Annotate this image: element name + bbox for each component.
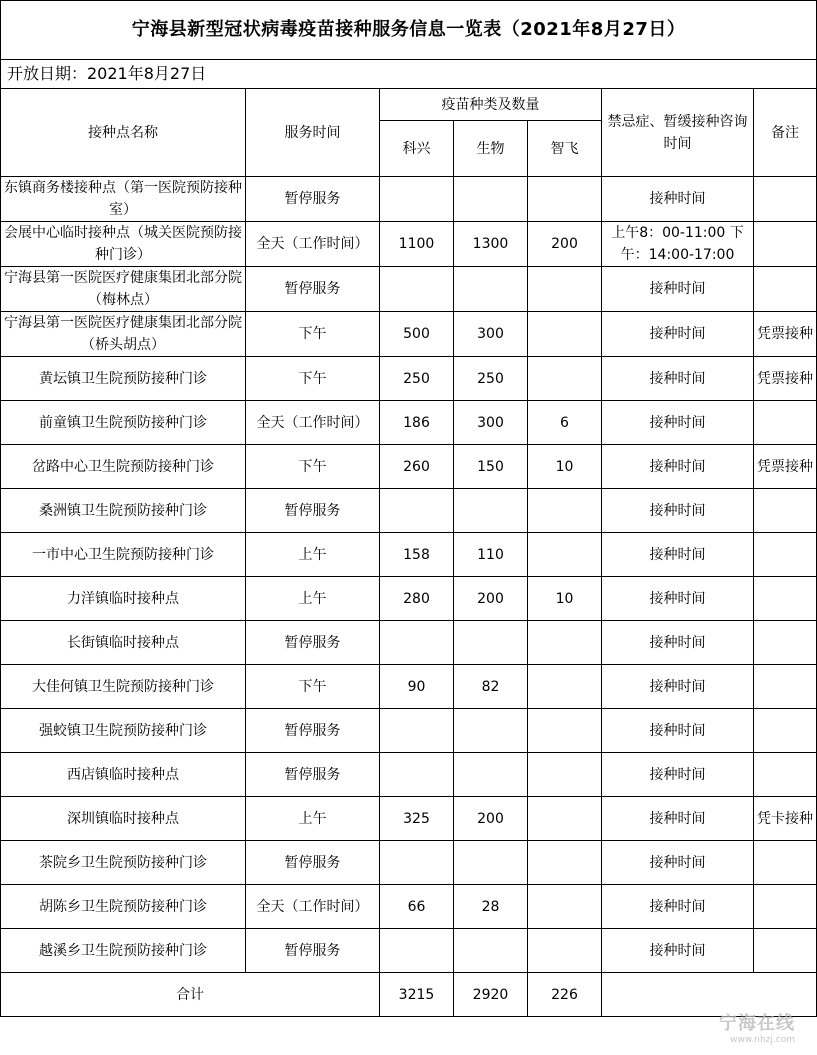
zhifei-count-cell bbox=[528, 312, 602, 357]
consult-time-cell: 接种时间 bbox=[602, 797, 754, 841]
shengwu-count-cell: 150 bbox=[454, 445, 528, 489]
shengwu-count-cell: 110 bbox=[454, 533, 528, 577]
table-row bbox=[1, 312, 817, 357]
kexing-count-cell bbox=[380, 267, 454, 312]
kexing-count-cell: 158 bbox=[380, 533, 454, 577]
remark-cell: 凭票接种 bbox=[754, 357, 817, 401]
shengwu-count-cell bbox=[454, 929, 528, 973]
zhifei-count-cell bbox=[528, 533, 602, 577]
zhifei-count-cell: 200 bbox=[528, 222, 602, 267]
site-name-cell: 胡陈乡卫生院预防接种门诊 bbox=[1, 885, 246, 929]
shengwu-count-cell: 82 bbox=[454, 665, 528, 709]
zhifei-count-cell bbox=[528, 621, 602, 665]
service-time-cell: 上午 bbox=[246, 577, 380, 621]
zhifei-count-cell bbox=[528, 267, 602, 312]
consult-time-cell: 接种时间 bbox=[602, 665, 754, 709]
shengwu-count-cell bbox=[454, 841, 528, 885]
zhifei-count-cell: 10 bbox=[528, 445, 602, 489]
consult-time-cell: 接种时间 bbox=[602, 753, 754, 797]
table-row bbox=[1, 267, 817, 312]
header-remark: 备注 bbox=[754, 89, 817, 177]
zhifei-count-cell: 6 bbox=[528, 401, 602, 445]
shengwu-count-cell bbox=[454, 621, 528, 665]
shengwu-count-cell: 28 bbox=[454, 885, 528, 929]
zhifei-count-cell bbox=[528, 841, 602, 885]
table-row bbox=[1, 177, 817, 222]
consult-time-cell: 上午8：00-11:00 下午：14:00-17:00 bbox=[602, 222, 754, 267]
shengwu-count-cell: 200 bbox=[454, 577, 528, 621]
site-name-cell: 越溪乡卫生院预防接种门诊 bbox=[1, 929, 246, 973]
service-time-cell: 下午 bbox=[246, 357, 380, 401]
table-row bbox=[1, 577, 817, 621]
consult-time-cell: 接种时间 bbox=[602, 177, 754, 222]
header-vaccine-group: 疫苗种类及数量 bbox=[380, 89, 602, 121]
zhifei-count-cell bbox=[528, 357, 602, 401]
kexing-count-cell bbox=[380, 929, 454, 973]
site-name-cell: 一市中心卫生院预防接种门诊 bbox=[1, 533, 246, 577]
site-name-cell: 前童镇卫生院预防接种门诊 bbox=[1, 401, 246, 445]
service-time-cell: 暂停服务 bbox=[246, 841, 380, 885]
consult-time-cell: 接种时间 bbox=[602, 533, 754, 577]
service-time-cell: 下午 bbox=[246, 665, 380, 709]
shengwu-count-cell: 1300 bbox=[454, 222, 528, 267]
kexing-count-cell: 186 bbox=[380, 401, 454, 445]
remark-cell bbox=[754, 929, 817, 973]
remark-cell bbox=[754, 753, 817, 797]
table-row bbox=[1, 753, 817, 797]
service-time-cell: 暂停服务 bbox=[246, 753, 380, 797]
site-name-cell: 东镇商务楼接种点（第一医院预防接种室） bbox=[1, 177, 246, 222]
table-row bbox=[1, 709, 817, 753]
header-zhifei: 智飞 bbox=[528, 121, 602, 177]
kexing-count-cell: 280 bbox=[380, 577, 454, 621]
site-name-cell: 宁海县第一医院医疗健康集团北部分院（梅林点） bbox=[1, 267, 246, 312]
header-service-time: 服务时间 bbox=[246, 89, 380, 177]
table-row bbox=[1, 489, 817, 533]
shengwu-count-cell bbox=[454, 489, 528, 533]
total-label: 合计 bbox=[1, 973, 380, 1017]
site-name-cell: 西店镇临时接种点 bbox=[1, 753, 246, 797]
consult-time-cell: 接种时间 bbox=[602, 267, 754, 312]
total-row bbox=[1, 973, 817, 1017]
shengwu-count-cell: 300 bbox=[454, 401, 528, 445]
kexing-count-cell: 250 bbox=[380, 357, 454, 401]
remark-cell bbox=[754, 222, 817, 267]
header-site-name: 接种点名称 bbox=[1, 89, 246, 177]
site-name-cell: 会展中心临时接种点（城关医院预防接种门诊） bbox=[1, 222, 246, 267]
zhifei-count-cell bbox=[528, 709, 602, 753]
site-name-cell: 宁海县第一医院医疗健康集团北部分院（桥头胡点） bbox=[1, 312, 246, 357]
consult-time-cell: 接种时间 bbox=[602, 312, 754, 357]
service-time-cell: 全天（工作时间） bbox=[246, 885, 380, 929]
remark-cell bbox=[754, 621, 817, 665]
site-name-cell: 岔路中心卫生院预防接种门诊 bbox=[1, 445, 246, 489]
service-time-cell: 下午 bbox=[246, 312, 380, 357]
consult-time-cell: 接种时间 bbox=[602, 709, 754, 753]
zhifei-count-cell bbox=[528, 885, 602, 929]
service-time-cell: 暂停服务 bbox=[246, 929, 380, 973]
consult-time-cell: 接种时间 bbox=[602, 401, 754, 445]
shengwu-count-cell bbox=[454, 753, 528, 797]
table-row bbox=[1, 841, 817, 885]
service-time-cell: 全天（工作时间） bbox=[246, 401, 380, 445]
kexing-count-cell bbox=[380, 489, 454, 533]
consult-time-cell: 接种时间 bbox=[602, 489, 754, 533]
remark-cell bbox=[754, 401, 817, 445]
service-time-cell: 暂停服务 bbox=[246, 709, 380, 753]
zhifei-count-cell bbox=[528, 489, 602, 533]
table-row bbox=[1, 357, 817, 401]
zhifei-count-cell: 10 bbox=[528, 577, 602, 621]
table-row bbox=[1, 401, 817, 445]
remark-cell bbox=[754, 489, 817, 533]
service-time-cell: 下午 bbox=[246, 445, 380, 489]
kexing-count-cell bbox=[380, 841, 454, 885]
consult-time-cell: 接种时间 bbox=[602, 929, 754, 973]
kexing-count-cell bbox=[380, 709, 454, 753]
remark-cell bbox=[754, 577, 817, 621]
site-name-cell: 力洋镇临时接种点 bbox=[1, 577, 246, 621]
service-time-cell: 上午 bbox=[246, 533, 380, 577]
site-name-cell: 黄坛镇卫生院预防接种门诊 bbox=[1, 357, 246, 401]
watermark-main: 宁海在线 bbox=[719, 1013, 795, 1034]
service-time-cell: 暂停服务 bbox=[246, 621, 380, 665]
service-time-cell: 上午 bbox=[246, 797, 380, 841]
consult-time-cell: 接种时间 bbox=[602, 445, 754, 489]
watermark-sub: www.nhzj.com bbox=[730, 1035, 795, 1045]
consult-time-cell: 接种时间 bbox=[602, 621, 754, 665]
consult-time-cell: 接种时间 bbox=[602, 357, 754, 401]
table-row bbox=[1, 797, 817, 841]
table-row bbox=[1, 222, 817, 267]
kexing-count-cell bbox=[380, 177, 454, 222]
table-row bbox=[1, 445, 817, 489]
shengwu-count-cell bbox=[454, 709, 528, 753]
consult-time-cell: 接种时间 bbox=[602, 885, 754, 929]
page-title: 宁海县新型冠状病毒疫苗接种服务信息一览表（2021年8月27日） bbox=[1, 1, 817, 60]
service-time-cell: 暂停服务 bbox=[246, 267, 380, 312]
site-name-cell: 桑洲镇卫生院预防接种门诊 bbox=[1, 489, 246, 533]
kexing-count-cell bbox=[380, 621, 454, 665]
shengwu-count-cell: 250 bbox=[454, 357, 528, 401]
total-shengwu: 2920 bbox=[454, 973, 528, 1017]
shengwu-count-cell bbox=[454, 267, 528, 312]
total-kexing: 3215 bbox=[380, 973, 454, 1017]
consult-time-cell: 接种时间 bbox=[602, 841, 754, 885]
zhifei-count-cell bbox=[528, 929, 602, 973]
kexing-count-cell: 66 bbox=[380, 885, 454, 929]
remark-cell bbox=[754, 267, 817, 312]
table-row bbox=[1, 533, 817, 577]
remark-cell: 凭票接种 bbox=[754, 445, 817, 489]
remark-cell bbox=[754, 533, 817, 577]
remark-cell: 凭卡接种 bbox=[754, 797, 817, 841]
header-kexing: 科兴 bbox=[380, 121, 454, 177]
kexing-count-cell bbox=[380, 753, 454, 797]
remark-cell bbox=[754, 177, 817, 222]
remark-cell: 凭票接种 bbox=[754, 312, 817, 357]
table-row bbox=[1, 885, 817, 929]
service-time-cell: 暂停服务 bbox=[246, 177, 380, 222]
site-name-cell: 大佳何镇卫生院预防接种门诊 bbox=[1, 665, 246, 709]
table-row bbox=[1, 929, 817, 973]
open-date: 开放日期：2021年8月27日 bbox=[1, 60, 817, 89]
kexing-count-cell: 260 bbox=[380, 445, 454, 489]
shengwu-count-cell: 200 bbox=[454, 797, 528, 841]
zhifei-count-cell bbox=[528, 797, 602, 841]
remark-cell bbox=[754, 709, 817, 753]
header-consult-time: 禁忌症、暂缓接种咨询时间 bbox=[602, 89, 754, 177]
site-name-cell: 长街镇临时接种点 bbox=[1, 621, 246, 665]
site-watermark bbox=[719, 1009, 795, 1045]
kexing-count-cell: 325 bbox=[380, 797, 454, 841]
shengwu-count-cell: 300 bbox=[454, 312, 528, 357]
consult-time-cell: 接种时间 bbox=[602, 577, 754, 621]
zhifei-count-cell bbox=[528, 177, 602, 222]
zhifei-count-cell bbox=[528, 753, 602, 797]
remark-cell bbox=[754, 885, 817, 929]
remark-cell bbox=[754, 665, 817, 709]
site-name-cell: 茶院乡卫生院预防接种门诊 bbox=[1, 841, 246, 885]
table-row bbox=[1, 621, 817, 665]
total-zhifei: 226 bbox=[528, 973, 602, 1017]
site-name-cell: 强蛟镇卫生院预防接种门诊 bbox=[1, 709, 246, 753]
service-time-cell: 全天（工作时间） bbox=[246, 222, 380, 267]
kexing-count-cell: 90 bbox=[380, 665, 454, 709]
site-name-cell: 深圳镇临时接种点 bbox=[1, 797, 246, 841]
kexing-count-cell: 1100 bbox=[380, 222, 454, 267]
remark-cell bbox=[754, 841, 817, 885]
service-time-cell: 暂停服务 bbox=[246, 489, 380, 533]
table-row bbox=[1, 665, 817, 709]
zhifei-count-cell bbox=[528, 665, 602, 709]
header-shengwu: 生物 bbox=[454, 121, 528, 177]
kexing-count-cell: 500 bbox=[380, 312, 454, 357]
shengwu-count-cell bbox=[454, 177, 528, 222]
